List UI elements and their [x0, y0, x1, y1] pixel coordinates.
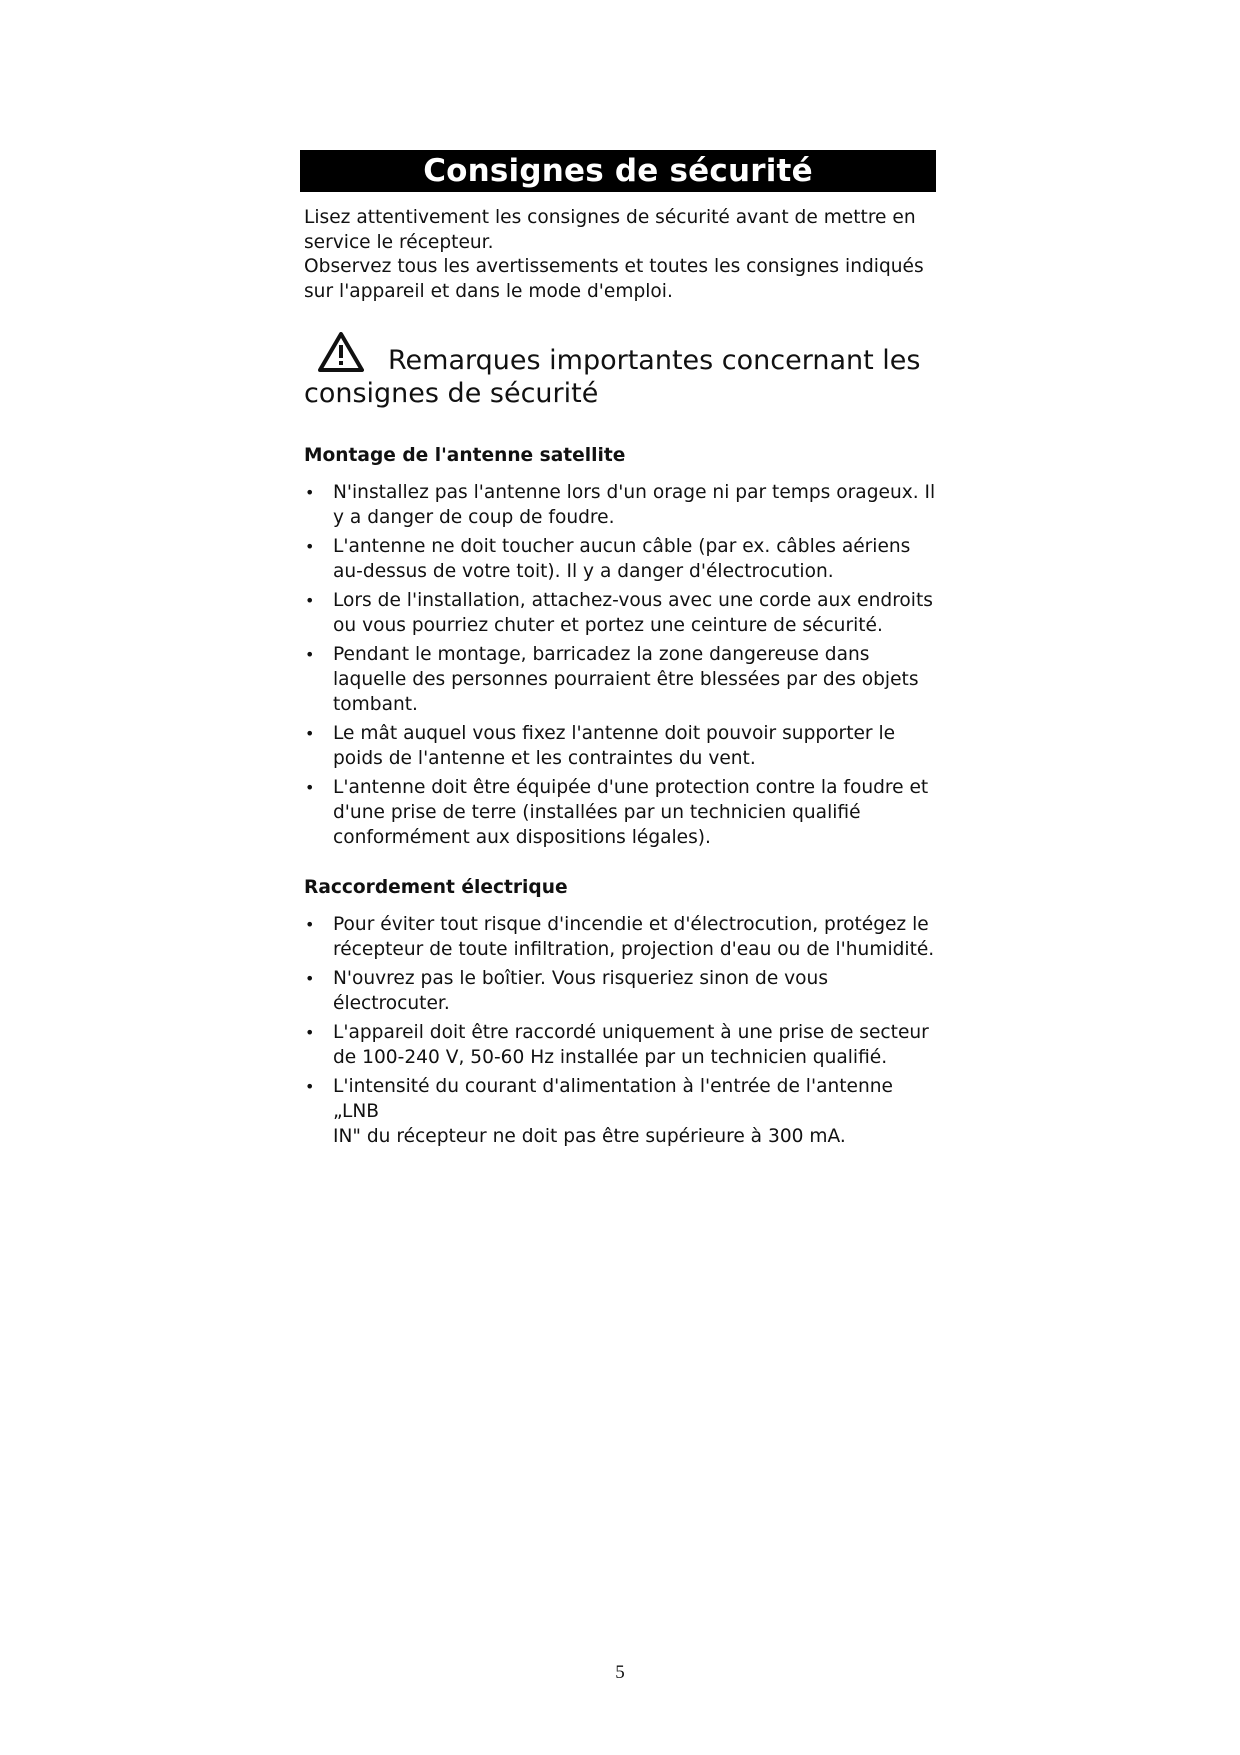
list-item-line: N'ouvrez pas le boîtier. Vous risqueriez sinon de vous: [333, 968, 829, 989]
list-item: [304, 721, 944, 771]
list-item-line: Lors de l'installation, attachez-vous avec une corde aux endroits: [333, 590, 933, 611]
page-title: Consignes de sécurité: [300, 150, 936, 192]
list-item-line: électrocuter.: [333, 993, 450, 1014]
bullet-icon: •: [305, 537, 315, 556]
list-item: [304, 966, 944, 1016]
list-item-line: récepteur de toute infiltration, projection d'eau ou de l'humidité.: [333, 939, 935, 960]
list-item-line: ou vous pourriez chuter et portez une ceinture de sécurité.: [333, 615, 883, 636]
bullet-icon: •: [305, 483, 315, 502]
intro-line: service le récepteur.: [304, 231, 494, 253]
intro-line: Lisez attentivement les consignes de sécurité avant de mettre en: [304, 207, 916, 228]
list-item: [304, 775, 944, 850]
bullet-icon: •: [305, 915, 315, 934]
list-item-line: au-dessus de votre toit). Il y a danger d'électrocution.: [333, 561, 834, 582]
warning-heading-line: consignes de sécurité: [304, 378, 599, 409]
bullet-icon: •: [305, 645, 315, 664]
list-item-line: Pendant le montage, barricadez la zone dangereuse dans: [333, 644, 870, 665]
intro-line: sur l'appareil et dans le mode d'emploi.: [304, 280, 673, 302]
list-item-line: y a danger de coup de foudre.: [333, 507, 615, 528]
list-item: [304, 642, 944, 717]
list-item-line: L'antenne doit être équipée d'une protection contre la foudre et: [333, 777, 929, 798]
bullet-icon: •: [305, 1077, 315, 1096]
list-item-line: d'une prise de terre (installées par un technicien qualifié: [333, 802, 861, 823]
list-item-line: L'appareil doit être raccordé uniquement à une prise de secteur: [333, 1022, 929, 1043]
list-item-line: N'installez pas l'antenne lors d'un orage ni par temps orageux. Il: [333, 482, 936, 503]
list-item: [304, 480, 944, 530]
section-title-raccordement: Raccordement électrique: [304, 877, 568, 898]
bullet-icon: •: [305, 969, 315, 988]
bullet-icon: •: [305, 1023, 315, 1042]
list-item: [304, 912, 944, 962]
warning-triangle-icon: [318, 332, 364, 372]
bullet-icon: •: [305, 778, 315, 797]
list-item: [304, 534, 944, 584]
warning-heading-line: Remarques importantes concernant les: [388, 345, 921, 376]
intro-line: Observez tous les avertissements et toutes les consignes indiqués: [304, 256, 924, 277]
list-item-line: de 100-240 V, 50-60 Hz installée par un technicien qualifié.: [333, 1047, 888, 1068]
list-item-line: Pour éviter tout risque d'incendie et d'électrocution, protégez le: [333, 914, 929, 935]
list-item: [304, 1074, 944, 1149]
list-item: [304, 588, 944, 638]
section-title-antenne: Montage de l'antenne satellite: [304, 445, 626, 466]
list-item-line: poids de l'antenne et les contraintes du vent.: [333, 748, 756, 769]
list-item: [304, 1020, 944, 1070]
list-item-line: IN" du récepteur ne doit pas être supérieure à 300 mA.: [333, 1126, 846, 1147]
list-item-line: tombant.: [333, 694, 418, 715]
bullet-list-antenne: [304, 480, 944, 850]
bullet-icon: •: [305, 591, 315, 610]
list-item-line: Le mât auquel vous fixez l'antenne doit pouvoir supporter le: [333, 723, 896, 744]
page-number: 5: [615, 1662, 625, 1683]
bullet-list-raccordement: [304, 912, 944, 1149]
intro-paragraph: [304, 206, 944, 304]
list-item-line: L'antenne ne doit toucher aucun câble (par ex. câbles aériens: [333, 536, 911, 557]
list-item-line: L'intensité du courant d'alimentation à l'entrée de l'antenne „LNB: [333, 1076, 893, 1122]
content-area: [304, 206, 944, 1153]
list-item-line: conformément aux dispositions légales).: [333, 827, 711, 848]
warning-heading: [304, 332, 944, 410]
list-item-line: laquelle des personnes pourraient être blessées par des objets: [333, 669, 919, 690]
bullet-icon: •: [305, 724, 315, 743]
